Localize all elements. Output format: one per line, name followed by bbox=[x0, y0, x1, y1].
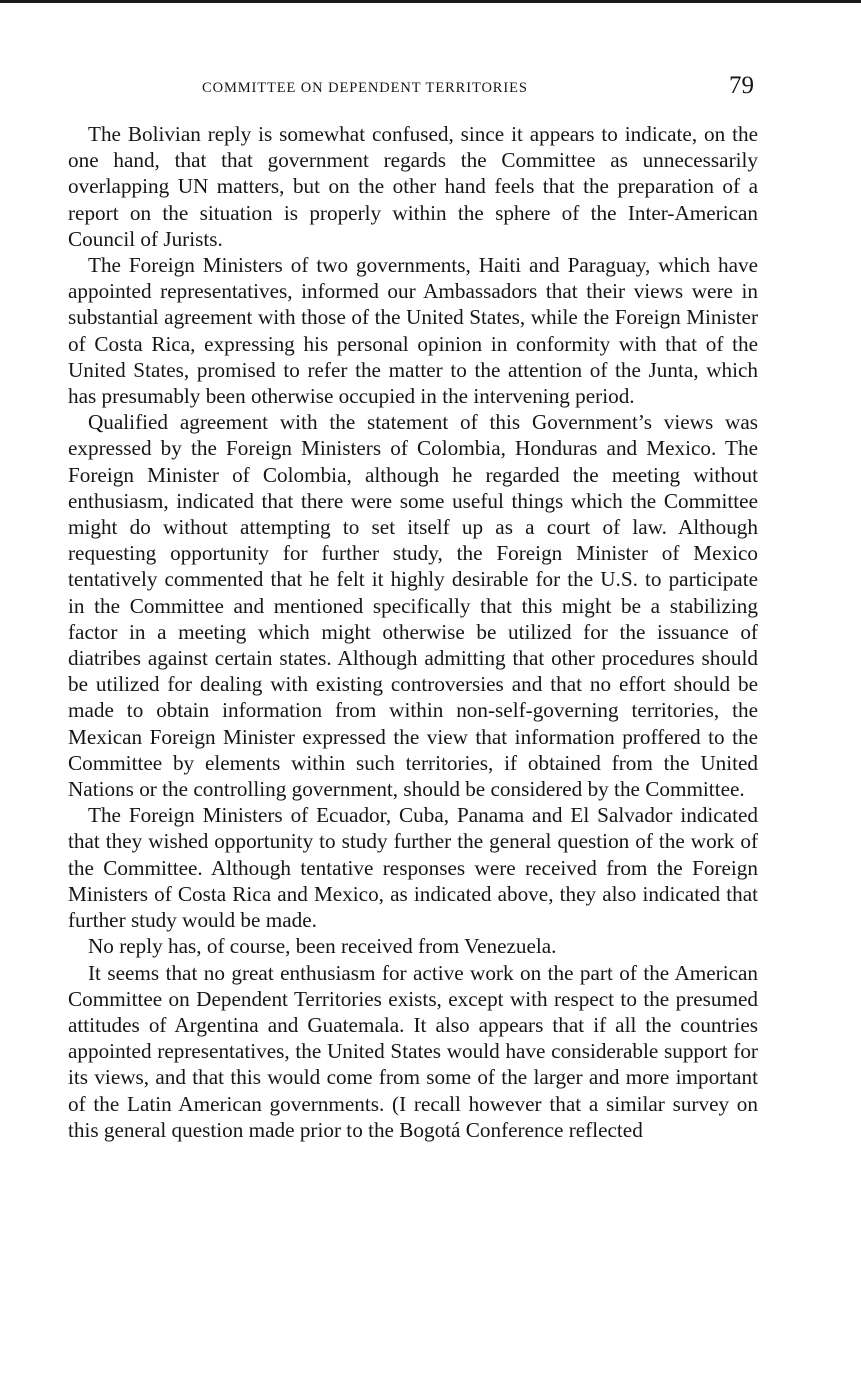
paragraph-enthusiasm: It seems that no great enthusiasm for active work on the part of the American Committee on Dependent Territories exists, except with respect to the presumed attitudes of Argentina and Guatemala. It also appears that if all the countries appointed representatives, the United States would have considerable support for its views, and that this would come from some of the larger and more important of the Latin American governments. (I recall however that a similar survey on this general question made prior to the Bogotá Conference reflected bbox=[68, 960, 758, 1142]
paragraph-bolivian-reply: The Bolivian reply is somewhat confused, since it appears to indicate, on the one hand, that that government regards the Committee as unnecessarily overlapping UN matters, but on the other hand feels that the preparation of a report on the situation is properly within the sphere of the Inter-American Council of Jurists. bbox=[68, 122, 758, 251]
paragraph-haiti-paraguay: The Foreign Ministers of two governments, Haiti and Paraguay, which have appointed representatives, informed our Ambassadors that their views were in substantial agreement with those of the United States, while the Foreign Minister of Costa Rica, expressing his personal opinion in conformity with that of the United States, promised to refer the matter to the attention of the Junta, which has presumably been otherwise occupied in the intervening period. bbox=[68, 253, 758, 409]
body-text bbox=[68, 121, 758, 1143]
running-title: COMMITTEE ON DEPENDENT TERRITORIES bbox=[202, 80, 528, 96]
running-head bbox=[68, 72, 758, 106]
top-border-rule bbox=[0, 0, 861, 3]
paragraph-venezuela: No reply has, of course, been received from Venezuela. bbox=[88, 934, 557, 959]
paragraph-qualified-agreement: Qualified agreement with the statement of this Government’s views was expressed by the Foreign Ministers of Colombia, Honduras and Mexico. The Foreign Minister of Colombia, although he regarded the meeting without enthusiasm, indicated that there were some useful things which the Committee might do without attempting to set itself up as a court of law. Although requesting opportunity for further study, the Foreign Minister of Mexico tentatively commented that he felt it highly desirable for the U.S. to participate in the Committee and mentioned specifically that this might be a stabilizing factor in a meeting which might otherwise be utilized for the issuance of diatribes against certain states. Although admitting that other procedures should be utilized for dealing with existing controversies and that no effort should be made to obtain information from within non-self-governing territories, the Mexican Foreign Minister expressed the view that information proffered to the Committee by elements within such territories, if obtained from the United Nations or the controlling government, should be considered by the Committee. bbox=[68, 410, 758, 802]
page-number: 79 bbox=[729, 72, 754, 99]
paragraph-further-study: The Foreign Ministers of Ecuador, Cuba, Panama and El Salvador indicated that they wished opportunity to study further the general question of the work of the Committee. Although tentative responses were received from the Foreign Ministers of Costa Rica and Mexico, as indicated above, they also indicated that further study would be made. bbox=[68, 803, 758, 933]
